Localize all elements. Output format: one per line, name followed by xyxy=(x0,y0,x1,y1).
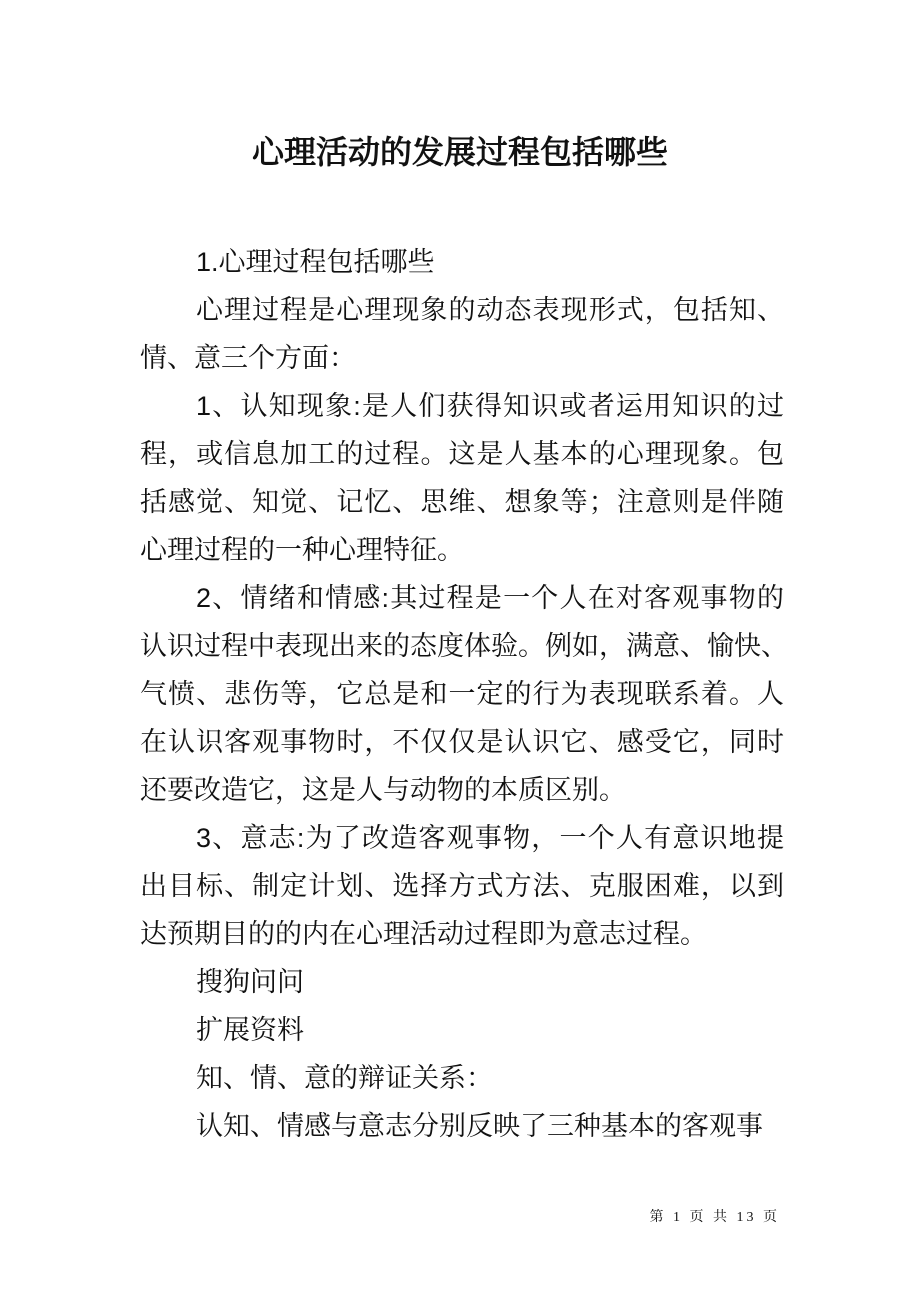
document-title: 心理活动的发展过程包括哪些 xyxy=(251,134,668,170)
paragraph xyxy=(140,1102,784,1150)
paragraph xyxy=(140,286,784,382)
text-line: 3、意志:为了改造客观事物，一个人有意识地提 xyxy=(196,823,784,853)
text-line: 心理过程是心理现象的动态表现形式，包括知、 xyxy=(196,295,784,325)
text-line: 心理过程的一种心理特征。 xyxy=(140,535,464,565)
page-number: 第 1 页 共 13 页 xyxy=(649,1210,780,1225)
text-line: 扩展资料 xyxy=(196,1015,304,1045)
text-line: 认知、情感与意志分别反映了三种基本的客观事 xyxy=(196,1111,763,1141)
paragraph xyxy=(140,238,784,286)
text-line: 2、情绪和情感:其过程是一个人在对客观事物的 xyxy=(196,583,784,613)
paragraph xyxy=(140,574,788,814)
text-line: 括感觉、知觉、记忆、思维、想象等；注意则是伴随 xyxy=(140,487,784,517)
text-line: 在认识客观事物时，不仅仅是认识它、感受它，同时 xyxy=(140,727,784,757)
text-line: 出目标、制定计划、选择方式方法、克服困难，以到 xyxy=(140,871,784,901)
text-line: 气愤、悲伤等，它总是和一定的行为表现联系着。人 xyxy=(140,679,784,709)
text-line: 搜狗问问 xyxy=(196,967,304,997)
paragraph xyxy=(140,1054,784,1102)
text-line: 知、情、意的辩证关系： xyxy=(196,1063,493,1093)
text-line: 1、认知现象:是人们获得知识或者运用知识的过 xyxy=(196,391,784,421)
text-line: 还要改造它，这是人与动物的本质区别。 xyxy=(140,775,626,805)
text-line: 达预期目的的内在心理活动过程即为意志过程。 xyxy=(140,919,707,949)
text-line: 程，或信息加工的过程。这是人基本的心理现象。包 xyxy=(140,439,784,469)
paragraph xyxy=(140,814,784,958)
paragraph xyxy=(140,1006,784,1054)
text-line: 认识过程中表现出来的态度体验。例如，满意、愉快、 xyxy=(140,631,788,661)
paragraph xyxy=(140,958,784,1006)
document-body xyxy=(140,238,788,1150)
text-line: 1.心理过程包括哪些 xyxy=(196,247,435,277)
text-line: 情、意三个方面： xyxy=(140,343,356,373)
paragraph xyxy=(140,382,784,574)
